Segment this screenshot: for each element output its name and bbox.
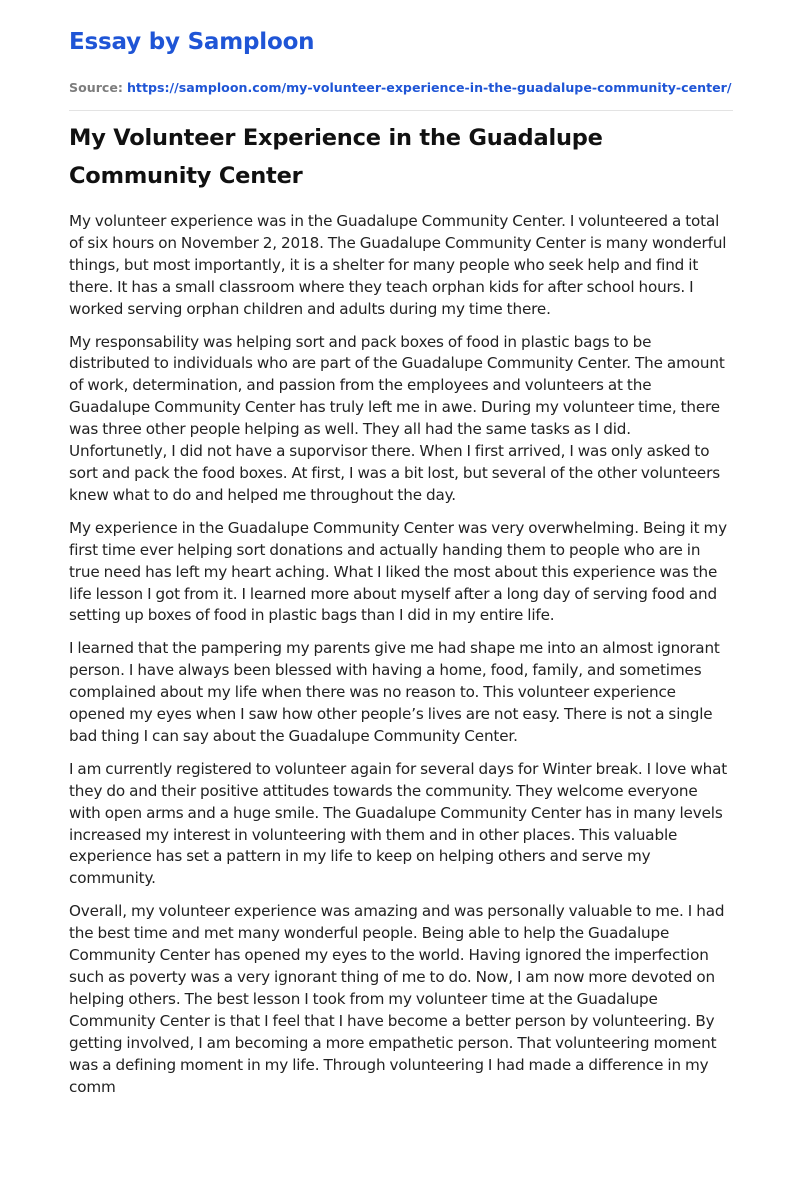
essay-paragraph: Overall, my volunteer experience was amazing and was personally valuable to me. I had the best time and met many wonderful people. Being able to help the Guadalupe Community Center has opened my eyes to the world. Having ignored the imperfection such as poverty was a very ignorant thing of me to do. Now, I am now more devoted on helping others. The best lesson I took from my volunteer time at the Guadalupe Community Center is that I feel that I have become a better person by volunteering. By getting involved, I am becoming a more empathetic person. That volunteering moment was a defining moment in my life. Through volunteering I had made a difference in my comm — [69, 902, 725, 1096]
source-label: Source: — [69, 80, 123, 95]
site-brand[interactable]: Essay by Samploon — [69, 29, 315, 55]
essay-body — [69, 211, 733, 1109]
essay-paragraph: I am currently registered to volunteer again for several days for Winter break. I love what they do and their positive attitudes towards the community. They welcome everyone with open arms and a huge smile. The Guadalupe Community Center has in many levels increased my interest in volunteering with them and in other places. This valuable experience has set a pattern in my life to keep on helping others and serve my community. — [69, 759, 728, 888]
essay-paragraph: My experience in the Guadalupe Community Center was very overwhelming. Being it my first time ever helping sort donations and actually handing them to people who are in true need has left my heart aching. What I liked the most about this experience was the life lesson I got from it. I learned more about myself after a long day of serving food and setting up boxes of food in plastic bags than I did in my entire life. — [69, 518, 727, 625]
source-link[interactable]: https://samploon.com/my-volunteer-experience-in-the-guadalupe-community-center/ — [126, 80, 732, 95]
essay-paragraph: My responsability was helping sort and pack boxes of food in plastic bags to be distributed to individuals who are part of the Guadalupe Community Center. The amount of work, determination, and passion from the employees and volunteers at the Guadalupe Community Center has truly left me in awe. During my volunteer time, there was three other people helping as well. They all had the same tasks as I did. Unfortunetly, I did not have a suporvisor there. When I first arrived, I was only asked to sort and pack the food boxes. At first, I was a bit lost, but several of the other volunteers knew what to do and helped me throughout the day. — [69, 332, 725, 504]
header-divider — [69, 110, 733, 111]
essay-paragraph: I learned that the pampering my parents give me had shape me into an almost ignorant person. I have always been blessed with having a home, food, family, and sometimes complained about my life when there was no reason to. This volunteer experience opened my eyes when I saw how other people’s lives are not easy. There is not a single bad thing I can say about the Guadalupe Community Center. — [69, 639, 720, 745]
essay-title: My Volunteer Experience in the Guadalupe Community Center — [69, 125, 603, 189]
essay-paragraph: My volunteer experience was in the Guadalupe Community Center. I volunteered a total of six hours on November 2, 2018. The Guadalupe Community Center is many wonderful things, but most importantly, it is a shelter for many people who seek help and find it there. It has a small classroom where they teach orphan kids for after school hours. I worked serving orphan children and adults during my time there. — [69, 212, 727, 318]
source-line — [69, 80, 732, 95]
